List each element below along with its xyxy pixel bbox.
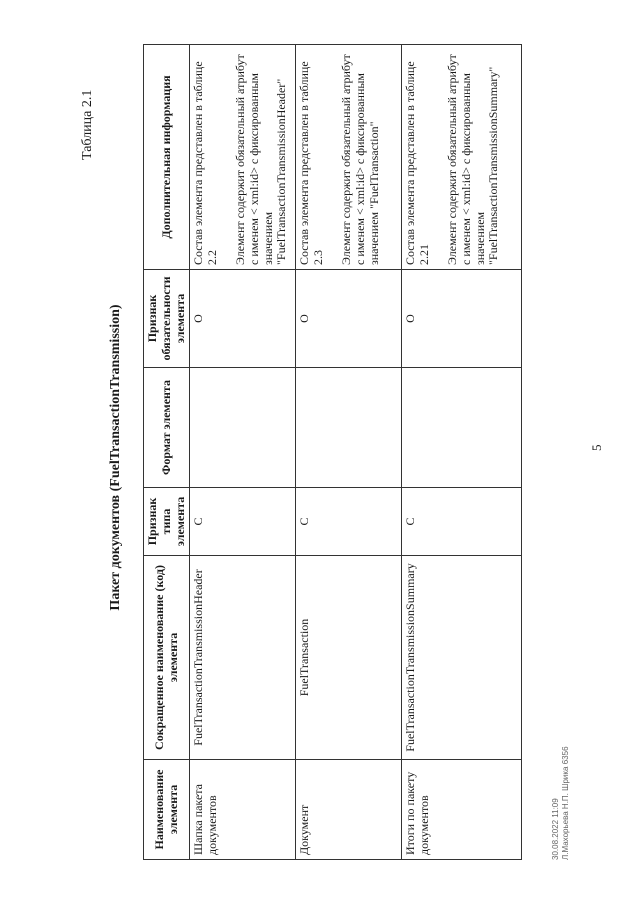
cell-info — [402, 45, 522, 270]
cell-code: FuelTransaction — [296, 556, 402, 760]
cell-type: С — [296, 488, 402, 556]
stamp-date: 30.08.2022 11:09 — [551, 798, 560, 860]
header-code: Сокращенное наименование (код) элемента — [144, 556, 190, 760]
cell-name: Итоги по пакету документов — [402, 760, 522, 860]
stamp-signer: Л.Махорьева Н.П. Шрика 6356 — [560, 746, 570, 860]
table-row — [296, 45, 402, 860]
cell-name: Шапка пакета документов — [190, 760, 296, 860]
cell-info — [190, 45, 296, 270]
cell-required: О — [296, 270, 402, 368]
cell-type: С — [190, 488, 296, 556]
elements-table — [143, 44, 522, 860]
table-row — [190, 45, 296, 860]
page-number: 5 — [589, 444, 604, 451]
info-composition: Состав элемента представлен в таблице 2.2 — [191, 61, 220, 265]
cell-required: О — [190, 270, 296, 368]
table-label: Таблица 2.1 — [80, 89, 95, 160]
cell-format — [190, 368, 296, 488]
header-type: Признак типа элемента — [144, 488, 190, 556]
header-name: Наименование элемента — [144, 760, 190, 860]
cell-name: Документ — [296, 760, 402, 860]
info-attribute: Элемент содержит обязательный атрибут с именем < xml:id> с фиксированным значением "FuelTransactionTransmissionHeader" — [232, 54, 289, 265]
cell-format — [296, 368, 402, 488]
cell-info — [296, 45, 402, 270]
info-attribute: Элемент содержит обязательный атрибут с именем < xml:id> с фиксированным значением "FuelTransaction" — [338, 54, 381, 265]
header-format: Формат элемента — [144, 368, 190, 488]
cell-format — [402, 368, 522, 488]
document-title: Пакет документов (FuelTransactionTransmission) — [108, 304, 123, 611]
table-header-row — [144, 45, 190, 860]
cell-required: О — [402, 270, 522, 368]
cell-type: С — [402, 488, 522, 556]
header-required: Признак обязательности элемента — [144, 270, 190, 368]
info-attribute: Элемент содержит обязательный атрибут с именем < xml:id> с фиксированным значением "FuelTransactionTransmissionSummary" — [444, 54, 501, 265]
header-info: Дополнительная информация — [144, 45, 190, 270]
cell-code: FuelTransactionTransmissionHeader — [190, 556, 296, 760]
cell-code: FuelTransactionTransmissionSummary — [402, 556, 522, 760]
signature-stamp — [551, 746, 570, 860]
table-row — [402, 45, 522, 860]
info-composition: Состав элемента представлен в таблице 2.21 — [403, 61, 432, 265]
info-composition: Состав элемента представлен в таблице 2.3 — [297, 61, 326, 265]
